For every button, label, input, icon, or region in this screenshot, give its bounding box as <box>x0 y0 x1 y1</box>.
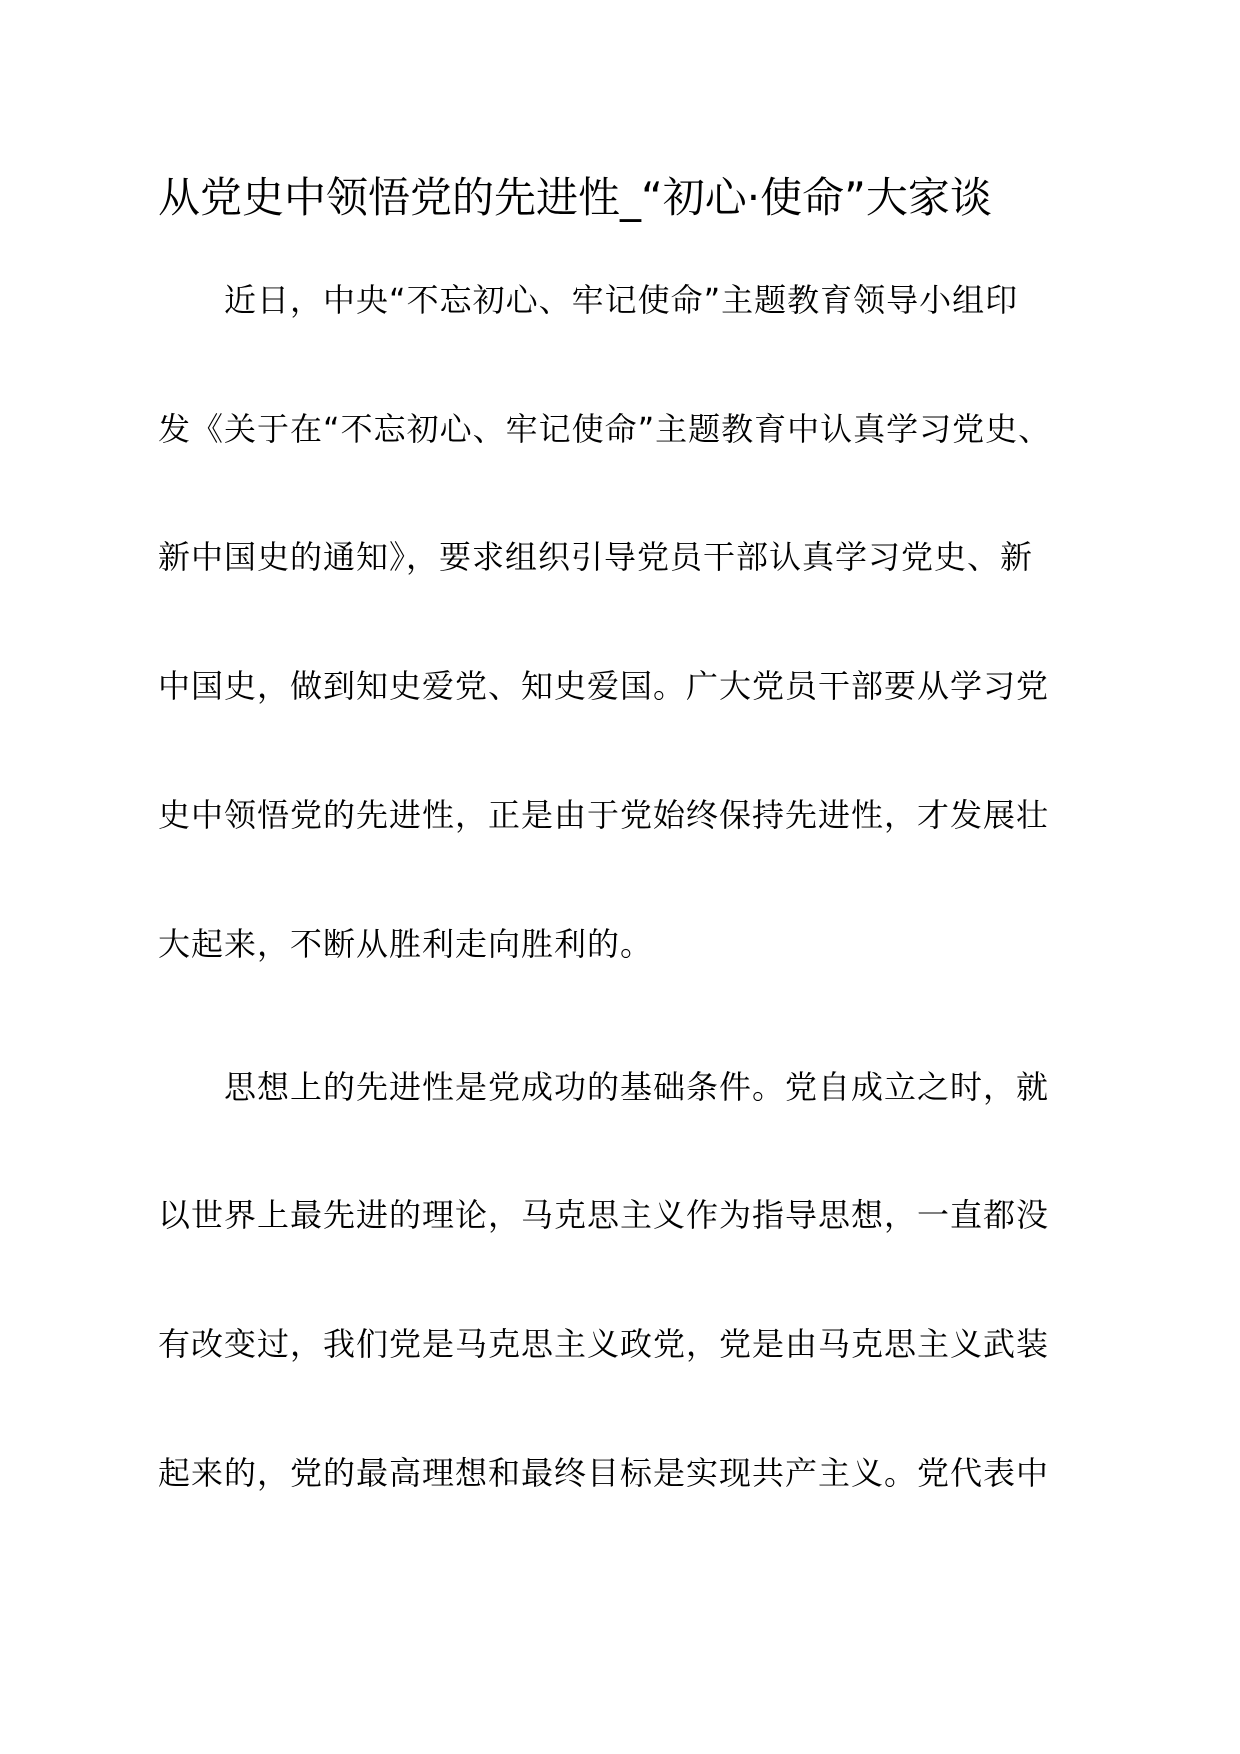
paragraph-line: 大起来，不断从胜利走向胜利的。 <box>158 925 654 963</box>
paragraph-line: 史中领悟党的先进性，正是由于党始终保持先进性，才发展壮 <box>158 796 1050 834</box>
paragraph-line: 近日，中央“不忘初心、牢记使命”主题教育领导小组印 <box>224 281 1019 319</box>
paragraph-line: 发《关于在“不忘初心、牢记使命”主题教育中认真学习党史、 <box>158 410 1052 448</box>
paragraph-line: 起来的，党的最高理想和最终目标是实现共产主义。党代表中 <box>158 1454 1050 1492</box>
document-title: 从党史中领悟党的先进性_“初心·使命”大家谈 <box>158 173 992 222</box>
paragraph-line: 有改变过，我们党是马克思主义政党，党是由马克思主义武装 <box>158 1325 1050 1363</box>
paragraph-line: 以世界上最先进的理论，马克思主义作为指导思想，一直都没 <box>158 1196 1050 1234</box>
paragraph-line: 新中国史的通知》，要求组织引导党员干部认真学习党史、新 <box>158 538 1034 576</box>
paragraph-line: 思想上的先进性是党成功的基础条件。党自成立之时，就 <box>224 1068 1050 1106</box>
paragraph-line: 中国史，做到知史爱党、知史爱国。广大党员干部要从学习党 <box>158 667 1050 705</box>
